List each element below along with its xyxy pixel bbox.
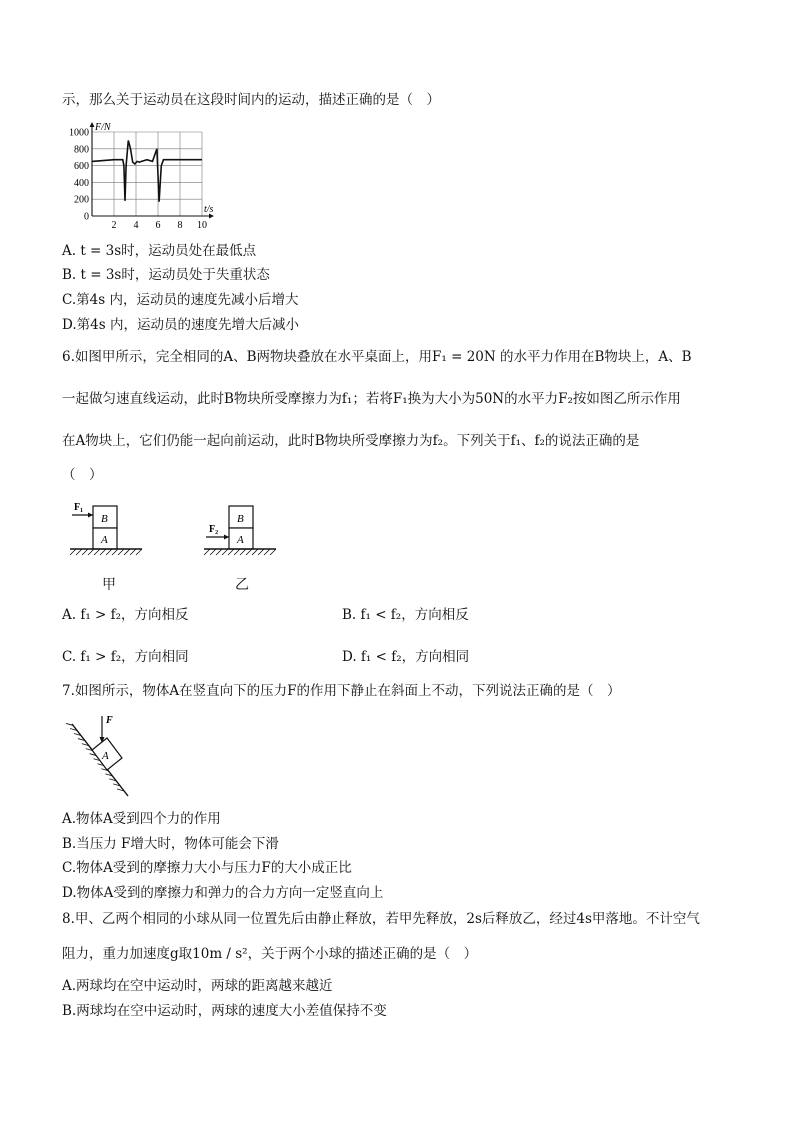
q6-stem-line-1: 6.如图甲所示，完全相同的A、B两物块叠放在水平桌面上，用F₁ = 20N 的水平力作用在B物块上，A、B xyxy=(62,349,692,365)
hatch-mark xyxy=(118,549,124,555)
chart-axes xyxy=(90,122,215,219)
y-tick-label: 0 xyxy=(84,211,89,223)
hatch-mark xyxy=(106,549,112,555)
hatch-mark xyxy=(216,549,222,555)
force-f-label: F xyxy=(106,715,113,726)
q5-option-d: D.第4s 内，运动员的速度先增大后减小 xyxy=(62,317,299,333)
q6-figure-jia xyxy=(68,498,148,558)
q7-option-c: C.物体A受到的摩擦力大小与压力F的大小成正比 xyxy=(62,860,352,876)
hatch-mark xyxy=(258,549,264,555)
hatch-mark xyxy=(76,549,82,555)
block-b-label: B xyxy=(237,513,244,525)
q7-option-d: D.物体A受到的摩擦力和弹力的合力方向一定竖直向上 xyxy=(62,885,384,901)
q5-option-a: A. t = 3s时，运动员处在最低点 xyxy=(62,243,257,259)
hatch-mark xyxy=(70,549,76,555)
q5-option-c: C.第4s 内，运动员的速度先减小后增大 xyxy=(62,292,299,308)
chart-series-line xyxy=(92,140,202,201)
q6-option-c: C. f₁ > f₂，方向相同 xyxy=(62,649,189,665)
q5-stem: 示，那么关于运动员在这段时间内的运动，描述正确的是（ ） xyxy=(62,92,440,108)
hatch-mark xyxy=(130,549,136,555)
q6-caption-jia: 甲 xyxy=(102,577,116,593)
block-a-label: A xyxy=(101,534,108,546)
q5-force-time-chart xyxy=(62,118,227,233)
x-tick-label: 2 xyxy=(111,220,117,231)
y-tick-label: 800 xyxy=(74,144,89,156)
q6-caption-yi: 乙 xyxy=(235,577,249,593)
force-f2-label: F₂ xyxy=(209,524,219,535)
q6-stem-line-3: 在A物块上，它们仍能一起向前运动，此时B物块所受摩擦力为f₂。下列关于f₁、f₂的说法正确的是 xyxy=(62,433,640,449)
x-tick-label: 8 xyxy=(177,220,183,231)
hatch-mark xyxy=(264,549,270,555)
hatch-mark xyxy=(246,549,252,555)
y-tick-label: 400 xyxy=(74,177,89,189)
arrow-head xyxy=(224,535,229,540)
hatch-mark xyxy=(228,549,234,555)
hatch-mark xyxy=(210,549,216,555)
q6-option-b: B. f₁ < f₂，方向相反 xyxy=(342,607,469,623)
hatch-mark xyxy=(222,549,228,555)
hatch-mark xyxy=(100,549,106,555)
q7-option-b: B.当压力 F增大时，物体可能会下滑 xyxy=(62,836,279,852)
hatch-mark xyxy=(112,549,118,555)
x-tick-label: 10 xyxy=(197,220,207,231)
q6-stem-line-4: （ ） xyxy=(62,467,103,483)
hatch-mark xyxy=(124,549,130,555)
y-axis-arrow xyxy=(90,122,95,127)
force-f1-label: F₁ xyxy=(74,502,84,513)
hatch-mark xyxy=(252,549,258,555)
q6-stem-line-2: 一起做匀速直线运动，此时B物块所受摩擦力为f₁；若将F₁换为大小为50N的水平力F₂按如图乙所示作用 xyxy=(62,391,681,407)
hatch-mark xyxy=(240,549,246,555)
block-b-label: B xyxy=(101,513,108,525)
hatch-mark xyxy=(270,549,276,555)
q8-option-b: B.两球均在空中运动时，两球的速度大小差值保持不变 xyxy=(62,1003,387,1019)
hatch-mark xyxy=(204,549,210,555)
block-a-label: A xyxy=(237,534,244,546)
y-tick-label: 600 xyxy=(74,161,89,173)
q6-option-a: A. f₁ > f₂，方向相反 xyxy=(62,607,189,623)
q5-option-b: B. t = 3s时，运动员处于失重状态 xyxy=(62,267,270,283)
q8-option-a: A.两球均在空中运动时，两球的距离越来越近 xyxy=(62,978,333,994)
q6-option-d: D. f₁ < f₂，方向相同 xyxy=(342,649,470,665)
q7-incline-figure xyxy=(66,710,146,802)
y-tick-label: 1000 xyxy=(69,127,89,139)
x-tick-label: 6 xyxy=(155,220,161,231)
y-tick-label: 200 xyxy=(74,194,89,206)
ground-hatching xyxy=(70,549,142,555)
block-a-label: A xyxy=(102,750,109,762)
chart-y-axis-label: F/N xyxy=(95,122,111,133)
x-tick-label: 4 xyxy=(133,220,139,231)
hatch-mark xyxy=(88,549,94,555)
hatch-mark xyxy=(82,549,88,555)
hatch-mark xyxy=(234,549,240,555)
q6-figure-yi xyxy=(202,498,282,558)
hatch-mark xyxy=(136,549,142,555)
chart-x-axis-label: t/s xyxy=(204,204,214,215)
q8-stem-line-2: 阻力，重力加速度g取10m / s²，关于两个小球的描述正确的是（ ） xyxy=(62,946,478,962)
hatch-mark xyxy=(94,549,100,555)
chart-grid xyxy=(92,132,202,216)
q8-stem-line-1: 8.甲、乙两个相同的小球从同一位置先后由静止释放，若甲先释放，2s后释放乙，经过4s甲落地。不计空气 xyxy=(62,911,700,927)
arrow-head xyxy=(88,513,93,518)
q7-stem: 7.如图所示，物体A在竖直向下的压力F的作用下静止在斜面上不动，下列说法正确的是（ ） xyxy=(62,683,621,699)
q7-option-a: A.物体A受到四个力的作用 xyxy=(62,811,221,827)
ground-hatching xyxy=(204,549,276,555)
